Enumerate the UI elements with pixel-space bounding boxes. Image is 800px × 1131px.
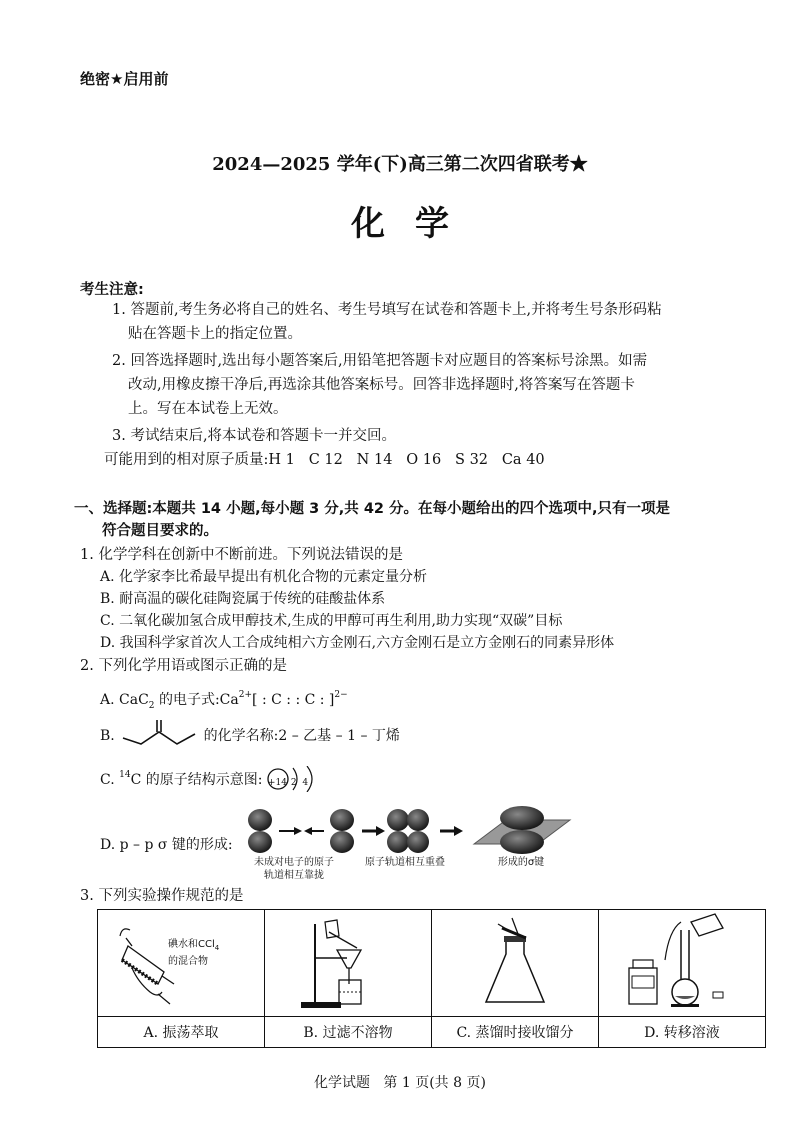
- q1-option-d: D. 我国科学家首次人工合成纯相六方金刚石,六方金刚石是立方金刚石的同素异形体: [100, 635, 615, 651]
- experiment-d-label: D. 转移溶液: [599, 1017, 766, 1048]
- atom-structure-icon: [267, 768, 329, 790]
- subject-title: 化学: [351, 204, 479, 244]
- conical-flask-icon: [432, 910, 598, 1012]
- experiment-c-label: C. 蒸馏时接收馏分: [432, 1017, 599, 1048]
- experiment-a-figure: [98, 910, 265, 1017]
- secret-label: 绝密★启用前: [80, 70, 169, 88]
- sigma-bond-diagram: [246, 806, 576, 881]
- experiment-d-figure: [599, 910, 766, 1017]
- notice-item-1-line-1: 1. 答题前,考生务必将自己的姓名、考生号填写在试卷和答题卡上,并将考生号条形码粘: [112, 302, 662, 318]
- q2-a-formula: [ : C : : C : ]: [252, 692, 335, 708]
- q1-option-a: A. 化学家李比希最早提出有机化合物的元素定量分析: [100, 569, 428, 585]
- filtration-stand-icon: [265, 910, 431, 1012]
- sigma-caption-2: 原子轨道相互重叠: [365, 857, 445, 868]
- notice-item-1-line-2: 贴在答题卡上的指定位置。: [128, 326, 302, 342]
- notice-list: [104, 298, 662, 472]
- atomic-masses: 可能用到的相对原子质量:H 1 C 12 N 14 O 16 S 32 Ca 40: [104, 452, 545, 468]
- q2-option-b: [100, 720, 400, 747]
- sigma-caption-1-line-1: 未成对电子的原子: [254, 857, 334, 868]
- section-line-1: 一、选择题:本题共 14 小题,每小题 3 分,共 42 分。在每小题给出的四个选项中,只有一项是: [74, 501, 671, 517]
- notice-item-3: 3. 考试结束后,将本试卷和答题卡一并交回。: [112, 428, 397, 444]
- notice-item-2-line-2: 改动,用橡皮擦干净后,再选涂其他答案标号。回答非选择题时,将答案写在答题卡: [128, 377, 635, 393]
- q2-option-c: [100, 764, 329, 791]
- experiment-c-figure: [432, 910, 599, 1017]
- exam-title: 2024—2025 学年(下)高三第二次四省联考★: [212, 154, 588, 175]
- experiment-a-label: A. 振荡萃取: [98, 1017, 265, 1048]
- section-line-2: 符合题目要求的。: [102, 523, 218, 539]
- skeletal-formula-icon: [119, 720, 199, 746]
- q2-b-text: 的化学名称:2 – 乙基 – 1 – 丁烯: [203, 728, 400, 744]
- sigma-bond-figure: [246, 806, 576, 856]
- atom-shells-label: 2 4: [290, 778, 309, 788]
- q1-stem: 1. 化学学科在创新中不断前进。下列说法错误的是: [80, 547, 403, 563]
- q2-a-sub: 2: [148, 700, 155, 711]
- q2-b-prefix: B.: [100, 728, 115, 744]
- sigma-caption-1: [234, 856, 354, 882]
- notice-item-2-line-1: 2. 回答选择题时,选出每小题答案后,用铅笔把答题卡对应题目的答案标号涂黑。如需: [112, 353, 648, 369]
- experiment-a-note-sub: 4: [214, 944, 220, 952]
- q1-option-b: B. 耐高温的碳化硅陶瓷属于传统的硅酸盐体系: [100, 591, 386, 607]
- page-footer: 化学试题 第 1 页(共 8 页): [314, 1075, 486, 1091]
- q2-a-prefix: A. CaC: [100, 692, 149, 708]
- atom-nucleus-label: +14: [267, 778, 287, 788]
- notice-heading: 考生注意:: [80, 282, 144, 298]
- experiment-a-note-line-2: 的混合物: [168, 956, 208, 967]
- section-heading: [74, 498, 745, 542]
- q2-option-a: [100, 684, 348, 717]
- q1-option-c: C. 二氧化碳加氢合成甲醇技术,生成的甲醇可再生利用,助力实现“双碳”目标: [100, 613, 563, 629]
- experiment-b-figure: [265, 910, 432, 1017]
- q2-a-mid: 的电子式:Ca: [154, 692, 239, 708]
- q2-option-d: D. p – p σ 键的形成:: [100, 837, 233, 853]
- q2-c-text: C 的原子结构示意图:: [130, 772, 263, 788]
- q2-a-sup: 2+: [238, 690, 253, 700]
- experiment-a-note-line-1: 碘水和CCl: [168, 939, 215, 950]
- q2-c-prefix: C.: [100, 772, 115, 788]
- experiment-a-note: [168, 938, 219, 968]
- sigma-caption-1-line-2: 轨道相互靠拢: [264, 870, 324, 881]
- sigma-caption-3: 形成的σ键: [497, 857, 545, 868]
- question-1: [80, 544, 614, 654]
- q2-c-isotope: 14: [119, 770, 131, 780]
- volumetric-flask-icon: [599, 910, 765, 1012]
- q2-stem: 2. 下列化学用语或图示正确的是: [80, 658, 287, 674]
- notice-item-2-line-3: 上。写在本试卷上无效。: [128, 401, 288, 417]
- experiment-b-label: B. 过滤不溶物: [265, 1017, 432, 1048]
- q2-a-charge: 2−: [334, 690, 348, 700]
- experiment-table: [97, 909, 766, 1048]
- q3-stem: 3. 下列实验操作规范的是: [80, 888, 244, 904]
